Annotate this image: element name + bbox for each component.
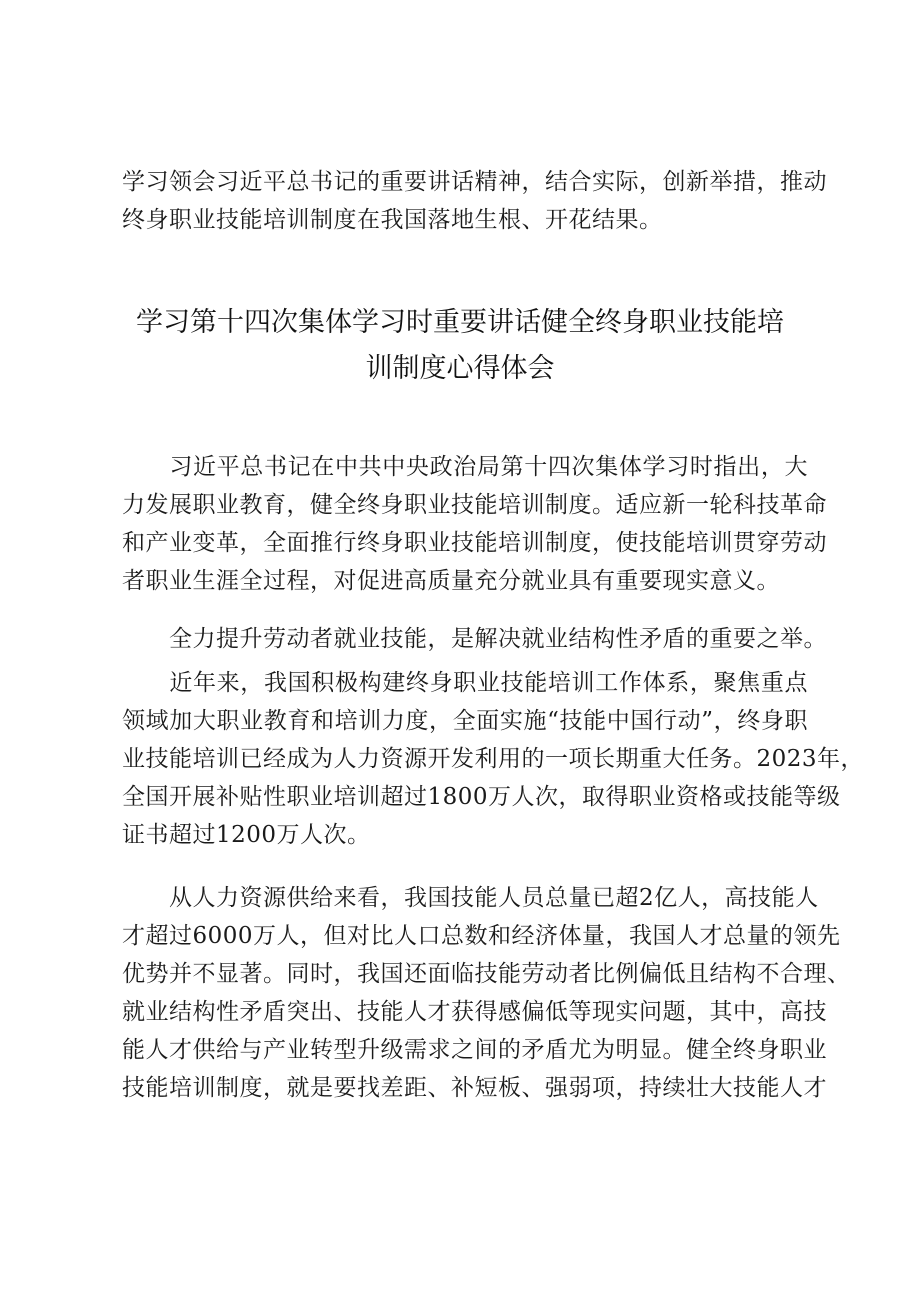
text-line: 领域加大职业教育和培训力度，全面实施“技能中国行动”，终身职	[122, 708, 808, 734]
text-line: 能人才供给与产业转型升级需求之间的矛盾尤为明显。健全终身职业	[122, 1037, 827, 1063]
body-paragraph-4	[122, 879, 851, 1107]
intro-paragraph	[122, 163, 827, 239]
text-line: 习近平总书记在中共中央政治局第十四次集体学习时指出，大	[122, 454, 808, 480]
text-line: 就业结构性矛盾突出、技能人才获得感偏低等现实问题，其中，高技	[122, 999, 827, 1025]
text-line: 才超过6000万人，但对比人口总数和经济体量，我国人才总量的领先	[122, 923, 841, 949]
body-paragraph-1	[122, 448, 827, 600]
text-line: 全国开展补贴性职业培训超过1800万人次，取得职业资格或技能等级	[122, 784, 841, 810]
article-title	[100, 300, 820, 392]
text-line: 优势并不显著。同时，我国还面临技能劳动者比例偏低且结构不合理、	[122, 961, 851, 987]
text-line: 业技能培训已经成为人力资源开发利用的一项长期重大任务。2023年，	[122, 746, 865, 772]
text-line: 者职业生涯全过程，对促进高质量充分就业具有重要现实意义。	[122, 568, 780, 594]
text-line: 技能培训制度，就是要找差距、补短板、强弱项，持续壮大技能人才	[122, 1075, 827, 1101]
text-line: 力发展职业教育，健全终身职业技能培训制度。适应新一轮科技革命	[122, 492, 827, 518]
text-line: 近年来，我国积极构建终身职业技能培训工作体系，聚焦重点	[122, 670, 808, 696]
text-line: 终身职业技能培训制度在我国落地生根、开花结果。	[122, 207, 663, 233]
text-line: 证书超过1200万人次。	[122, 822, 371, 848]
body-paragraph-3	[122, 664, 865, 854]
body-paragraph-2	[122, 620, 827, 658]
text-line: 从人力资源供给来看，我国技能人员总量已超2亿人，高技能人	[122, 885, 819, 911]
text-line: 全力提升劳动者就业技能，是解决就业结构性矛盾的重要之举。	[122, 626, 827, 652]
text-line: 学习领会习近平总书记的重要讲话精神，结合实际，创新举措，推动	[122, 169, 827, 195]
text-line: 和产业变革，全面推行终身职业技能培训制度，使技能培训贯穿劳动	[122, 530, 827, 556]
title-line: 学习第十四次集体学习时重要讲话健全终身职业技能培	[136, 307, 784, 338]
title-line: 训制度心得体会	[365, 353, 555, 384]
